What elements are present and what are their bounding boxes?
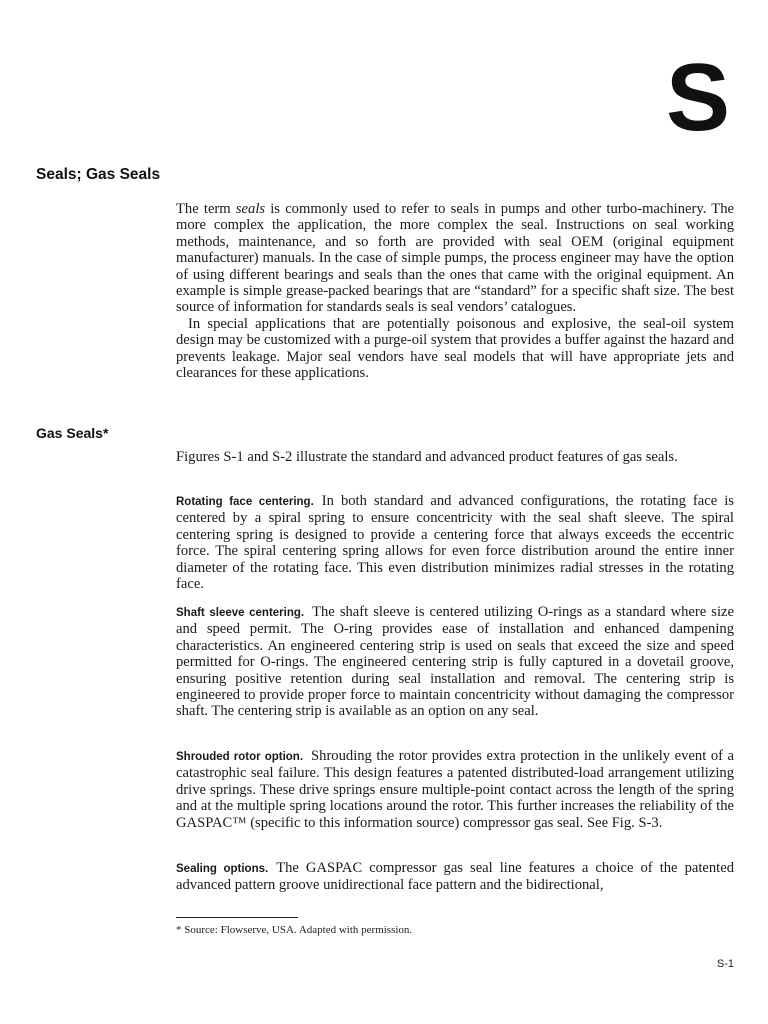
subsection-title: Gas Seals* <box>36 425 109 441</box>
intro-block <box>176 201 734 381</box>
page-number: S-1 <box>716 958 734 970</box>
run-in-heading: Rotating face centering. <box>176 496 314 508</box>
footnote-rule <box>176 917 298 918</box>
run-in-heading: Shrouded rotor option. <box>176 751 304 763</box>
gas-intro-paragraph: Figures S-1 and S-2 illustrate the standard and advanced product features of gas seals. <box>176 449 678 465</box>
section-title: Seals; Gas Seals <box>36 166 161 183</box>
paragraph-text: The GASPAC compressor gas seal line features a choice of the patented advanced pattern groove unidirectional face pattern and the bidirectional, <box>176 860 734 894</box>
run-in-heading: Sealing options. <box>176 863 269 875</box>
intro-text-start: The term <box>176 201 236 217</box>
paragraph-text: Shrouding the rotor provides extra protection in the unlikely event of a catastrophic seal failure. This design features a patented distributed-load arrangement utilizing drive springs. These drive springs ensure multiple-point contact across the length of the spring and at the multiple spring locations around the rotor. This further increases the reliability of the GASPAC™ (specific to this information source) compressor gas seal. See Fig. S-3. <box>176 748 735 831</box>
shaft-sleeve-paragraph <box>176 604 734 720</box>
intro-paragraph-1 <box>176 201 734 316</box>
shrouded-rotor-paragraph <box>176 748 734 831</box>
paragraph-text: The shaft sleeve is centered utilizing O-rings as a standard where size and speed permit. The O-ring provides ease of installation and enhanced dampening characteristics. An engineered centering strip is used on seals that exceed the size and speed permitted for O-rings. The engineered centering strip is fully captured in a dovetail groove, ensuring positive retention during seal installation and removal. The centering strip is engineered to provide proper force to maintain concentricity without damaging the compressor shaft. The centering strip is available as an option on any seal. <box>176 604 734 720</box>
run-in-heading: Shaft sleeve centering. <box>176 607 305 619</box>
footnote: * Source: Flowserve, USA. Adapted with permission. <box>176 924 413 936</box>
rotating-face-paragraph <box>176 493 734 592</box>
gas-seals-intro <box>176 449 734 465</box>
paragraph-text: In both standard and advanced configurations, the rotating face is centered by a spiral spring to ensure concentricity with the seal shaft sleeve. The spiral centering spring is designed to provide a centering force that always exceeds the eccentric force. The spiral centering spring allows for even force distribution around the entire inner diameter of the rotating face. This even distribution minimizes radial stresses in the rotating face. <box>176 493 734 593</box>
intro-text-rest: is commonly used to refer to seals in pumps and other turbo-machinery. The more complex the application, the more complex the seal. Instructions on seal working methods, maintenance, and so forth are provided with seal OEM (original equipment manufacturer) manuals. In the case of simple pumps, the process engineer may have the option of using different bearings and seals than the ones that came with the original equipment. An example is simple grease-packed bearings that are “standard” for a specific shaft size. The best source of information for standards seals is seal vendors’ catalogues. <box>176 201 734 316</box>
intro-paragraph-2: In special applications that are potentially poisonous and explosive, the seal-oil system design may be customized with a purge-oil system that provides a buffer against the hazard and prevents leakage. Major seal vendors have seal models that will have appropriate jets and clearances for these applications. <box>176 315 734 382</box>
intro-emphasis: seals <box>235 201 266 217</box>
chapter-letter: S <box>665 44 730 151</box>
sealing-options-paragraph <box>176 860 734 894</box>
